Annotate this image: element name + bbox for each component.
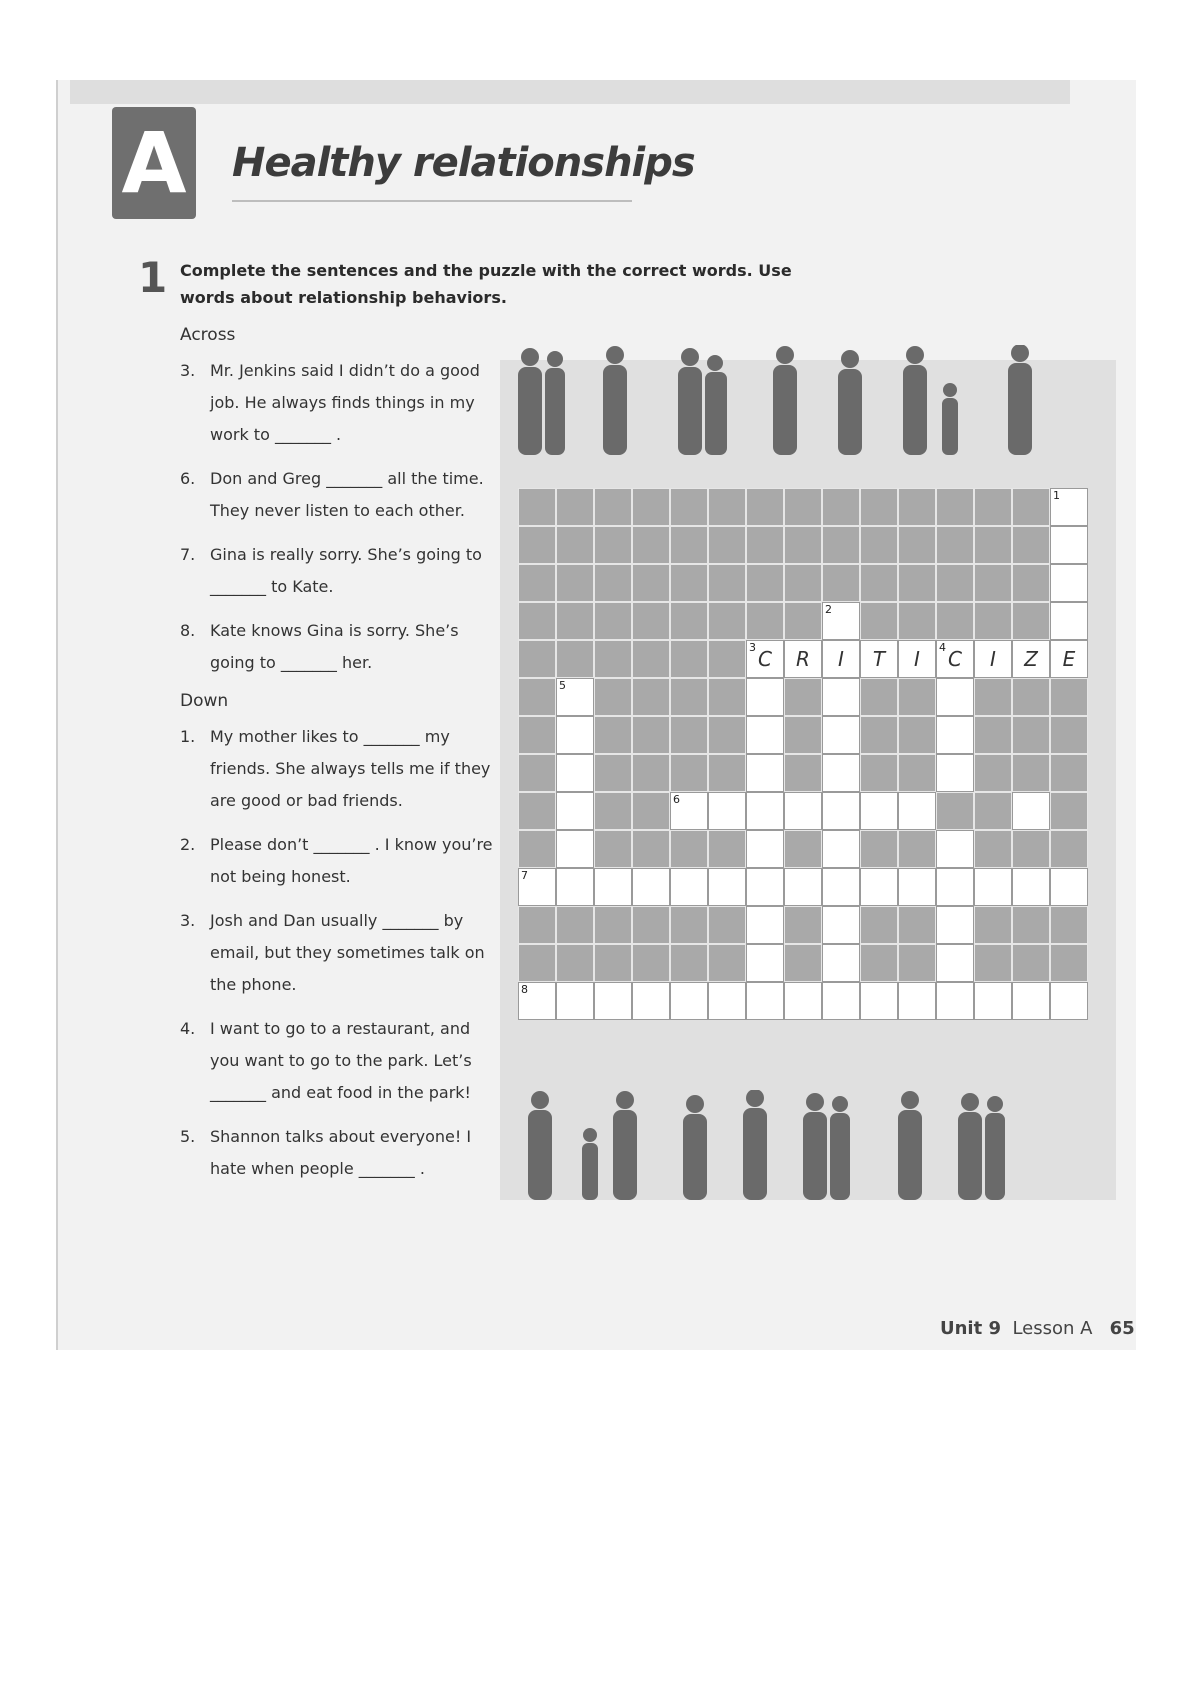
crossword-cell[interactable] xyxy=(708,792,746,830)
crossword-cell[interactable] xyxy=(1012,640,1050,678)
crossword-block xyxy=(1012,526,1050,564)
clue-text: Shannon talks about everyone! I hate when people _______ . xyxy=(210,1127,472,1178)
crossword-block xyxy=(594,754,632,792)
footer-lesson: Lesson A xyxy=(1012,1318,1093,1339)
crossword-block xyxy=(632,678,670,716)
clue-number-label: 5 xyxy=(559,679,566,692)
crossword-cell[interactable] xyxy=(1050,526,1088,564)
crossword-block xyxy=(594,602,632,640)
crossword-block xyxy=(708,830,746,868)
crossword-cell[interactable] xyxy=(860,792,898,830)
crossword-cell[interactable] xyxy=(860,640,898,678)
clue-text: Don and Greg _______ all the time. They never listen to each other. xyxy=(210,469,484,520)
answer-letter: T xyxy=(872,647,886,671)
crossword-block xyxy=(898,830,936,868)
crossword-block xyxy=(556,944,594,982)
crossword-block xyxy=(632,830,670,868)
crossword-block xyxy=(556,640,594,678)
clue-number-label: 4 xyxy=(939,641,946,654)
crossword-cell[interactable] xyxy=(822,678,860,716)
crossword-cell[interactable] xyxy=(822,944,860,982)
crossword-block xyxy=(556,526,594,564)
crossword-cell[interactable] xyxy=(556,982,594,1020)
crossword-block xyxy=(708,526,746,564)
crossword-block xyxy=(708,716,746,754)
crossword-block xyxy=(670,488,708,526)
crossword-cell[interactable] xyxy=(974,982,1012,1020)
crossword-block xyxy=(1050,830,1088,868)
top-bar xyxy=(70,80,1070,104)
crossword-cell[interactable] xyxy=(822,716,860,754)
crossword-block xyxy=(784,716,822,754)
crossword-block xyxy=(1050,716,1088,754)
crossword-block xyxy=(974,792,1012,830)
crossword-block xyxy=(670,602,708,640)
crossword-block xyxy=(898,754,936,792)
down-clue xyxy=(180,829,500,893)
down-clue xyxy=(180,1121,500,1185)
crossword-block xyxy=(556,602,594,640)
crossword-cell[interactable] xyxy=(708,982,746,1020)
crossword-cell[interactable] xyxy=(1012,792,1050,830)
crossword-cell[interactable] xyxy=(556,716,594,754)
crossword-block xyxy=(822,564,860,602)
clue-text: Please don’t _______ . I know you’re not being honest. xyxy=(210,835,493,886)
crossword-block xyxy=(632,792,670,830)
crossword-block xyxy=(784,488,822,526)
clue-number: 3. xyxy=(180,361,196,380)
crossword-block xyxy=(1050,754,1088,792)
crossword-cell[interactable] xyxy=(746,792,784,830)
crossword-cell[interactable] xyxy=(1050,602,1088,640)
crossword-cell[interactable] xyxy=(632,868,670,906)
crossword-cell[interactable] xyxy=(556,678,594,716)
crossword-block xyxy=(708,906,746,944)
crossword-cell[interactable] xyxy=(822,754,860,792)
crossword-cell[interactable] xyxy=(556,754,594,792)
crossword-cell[interactable] xyxy=(974,640,1012,678)
crossword-block xyxy=(898,526,936,564)
crossword-cell[interactable] xyxy=(746,830,784,868)
crossword-cell[interactable] xyxy=(822,868,860,906)
crossword-block xyxy=(708,640,746,678)
clue-number: 2. xyxy=(180,835,196,854)
across-clue-list xyxy=(180,355,500,679)
crossword-block xyxy=(594,488,632,526)
crossword-cell[interactable] xyxy=(936,830,974,868)
crossword-block xyxy=(632,640,670,678)
crossword-block xyxy=(860,678,898,716)
crossword-cell[interactable] xyxy=(1050,982,1088,1020)
down-clue xyxy=(180,721,500,817)
crossword-cell[interactable] xyxy=(1050,868,1088,906)
crossword-block xyxy=(936,488,974,526)
crossword-block xyxy=(974,488,1012,526)
crossword-block xyxy=(974,526,1012,564)
crossword-block xyxy=(708,754,746,792)
exercise-instructions: Complete the sentences and the puzzle with the correct words. Use words about relationship behaviors. xyxy=(180,261,792,307)
down-clue xyxy=(180,1013,500,1109)
crossword-cell[interactable] xyxy=(518,982,556,1020)
crossword-cell[interactable] xyxy=(936,982,974,1020)
clue-number: 5. xyxy=(180,1127,196,1146)
crossword-block xyxy=(594,716,632,754)
clue-text: Kate knows Gina is sorry. She’s going to _______ her. xyxy=(210,621,459,672)
people-silhouettes-top xyxy=(500,345,1116,455)
crossword-block xyxy=(670,754,708,792)
crossword-cell[interactable] xyxy=(708,868,746,906)
crossword-cell[interactable] xyxy=(898,982,936,1020)
crossword-cell[interactable] xyxy=(822,602,860,640)
crossword-cell[interactable] xyxy=(936,640,974,678)
crossword-block xyxy=(1012,488,1050,526)
crossword-cell[interactable] xyxy=(898,792,936,830)
crossword-block xyxy=(518,678,556,716)
crossword-cell[interactable] xyxy=(746,868,784,906)
crossword-cell[interactable] xyxy=(784,640,822,678)
crossword-block xyxy=(1012,564,1050,602)
crossword-block xyxy=(936,564,974,602)
clue-number: 1. xyxy=(180,727,196,746)
clue-text: I want to go to a restaurant, and you want to go to the park. Let’s _______ and eat food in the park! xyxy=(210,1019,472,1102)
answer-letter: C xyxy=(758,647,772,671)
section-letter-badge: A xyxy=(112,107,196,219)
crossword-block xyxy=(898,488,936,526)
answer-letter: I xyxy=(838,647,844,671)
crossword-block xyxy=(518,564,556,602)
crossword-block xyxy=(936,792,974,830)
across-heading: Across xyxy=(180,325,236,345)
clue-number-label: 8 xyxy=(521,983,528,996)
answer-letter: R xyxy=(796,647,810,671)
crossword-block xyxy=(594,640,632,678)
crossword-cell[interactable] xyxy=(632,982,670,1020)
clue-text: My mother likes to _______ my friends. She always tells me if they are good or bad friends. xyxy=(210,727,491,810)
crossword-block xyxy=(670,640,708,678)
footer-page-number: 65 xyxy=(1109,1318,1135,1339)
down-clue xyxy=(180,905,500,1001)
crossword-block xyxy=(632,526,670,564)
crossword-cell[interactable] xyxy=(898,868,936,906)
crossword-block xyxy=(1012,944,1050,982)
crossword-cell[interactable] xyxy=(1050,488,1088,526)
crossword-block xyxy=(974,944,1012,982)
crossword-cell[interactable] xyxy=(556,830,594,868)
crossword-cell[interactable] xyxy=(784,982,822,1020)
section-title: Healthy relationships xyxy=(232,140,695,186)
crossword-block xyxy=(518,526,556,564)
crossword-block xyxy=(708,944,746,982)
crossword-block xyxy=(784,564,822,602)
crossword-cell[interactable] xyxy=(746,754,784,792)
crossword-cell[interactable] xyxy=(670,868,708,906)
crossword-cell[interactable] xyxy=(936,906,974,944)
answer-letter: I xyxy=(990,647,996,671)
crossword-block xyxy=(936,602,974,640)
crossword-block xyxy=(822,526,860,564)
crossword-block xyxy=(518,906,556,944)
crossword-cell[interactable] xyxy=(670,792,708,830)
crossword-block xyxy=(746,602,784,640)
crossword-block xyxy=(632,944,670,982)
crossword-block xyxy=(1050,906,1088,944)
crossword-block xyxy=(784,526,822,564)
crossword-block xyxy=(594,792,632,830)
down-heading: Down xyxy=(180,691,229,711)
clue-number: 3. xyxy=(180,911,196,930)
crossword-cell[interactable] xyxy=(670,982,708,1020)
clue-text: Mr. Jenkins said I didn’t do a good job. He always finds things in my work to _______ . xyxy=(210,361,480,444)
crossword-cell[interactable] xyxy=(746,640,784,678)
crossword-cell[interactable] xyxy=(784,868,822,906)
clue-number: 4. xyxy=(180,1019,196,1038)
crossword-block xyxy=(594,564,632,602)
crossword-cell[interactable] xyxy=(746,678,784,716)
crossword-cell[interactable] xyxy=(746,982,784,1020)
across-clue xyxy=(180,355,500,451)
crossword-cell[interactable] xyxy=(1012,868,1050,906)
crossword-block xyxy=(784,678,822,716)
crossword-block xyxy=(556,564,594,602)
crossword-cell[interactable] xyxy=(860,868,898,906)
people-silhouettes-bottom xyxy=(500,1090,1116,1200)
crossword-block xyxy=(784,754,822,792)
crossword-block xyxy=(708,564,746,602)
crossword-block xyxy=(708,602,746,640)
crossword-block xyxy=(898,678,936,716)
crossword-block xyxy=(1012,830,1050,868)
crossword-block xyxy=(594,906,632,944)
crossword-cell[interactable] xyxy=(556,868,594,906)
crossword-block xyxy=(1050,678,1088,716)
crossword-block xyxy=(518,602,556,640)
crossword-block xyxy=(860,564,898,602)
crossword-block xyxy=(518,640,556,678)
crossword-cell[interactable] xyxy=(936,678,974,716)
crossword-block xyxy=(898,602,936,640)
crossword-cell[interactable] xyxy=(822,792,860,830)
clue-number-label: 3 xyxy=(749,641,756,654)
crossword-block xyxy=(974,678,1012,716)
crossword-block xyxy=(594,944,632,982)
crossword-block xyxy=(518,488,556,526)
crossword-block xyxy=(784,944,822,982)
crossword-block xyxy=(1050,944,1088,982)
crossword-block xyxy=(632,564,670,602)
crossword-cell[interactable] xyxy=(1050,640,1088,678)
crossword-cell[interactable] xyxy=(822,982,860,1020)
answer-letter: E xyxy=(1062,647,1076,671)
crossword-block xyxy=(632,488,670,526)
crossword-block xyxy=(860,944,898,982)
crossword-grid xyxy=(518,488,1088,1020)
crossword-block xyxy=(594,830,632,868)
crossword-block xyxy=(974,906,1012,944)
across-clue xyxy=(180,615,500,679)
crossword-cell[interactable] xyxy=(784,792,822,830)
crossword-cell[interactable] xyxy=(518,868,556,906)
crossword-block xyxy=(1012,716,1050,754)
crossword-block xyxy=(784,906,822,944)
crossword-cell[interactable] xyxy=(936,754,974,792)
crossword-block xyxy=(974,830,1012,868)
clue-number-label: 6 xyxy=(673,793,680,806)
crossword-cell[interactable] xyxy=(1050,564,1088,602)
crossword-block xyxy=(746,488,784,526)
crossword-block xyxy=(518,754,556,792)
crossword-block xyxy=(974,564,1012,602)
crossword-block xyxy=(518,716,556,754)
crossword-block xyxy=(594,678,632,716)
crossword-block xyxy=(860,488,898,526)
crossword-cell[interactable] xyxy=(898,640,936,678)
crossword-cell[interactable] xyxy=(594,982,632,1020)
exercise-number: 1 xyxy=(138,253,168,302)
crossword-block xyxy=(974,754,1012,792)
crossword-block xyxy=(632,754,670,792)
crossword-block xyxy=(670,944,708,982)
crossword-block xyxy=(1050,792,1088,830)
crossword-block xyxy=(1012,754,1050,792)
title-rule xyxy=(232,200,632,202)
down-clue-list xyxy=(180,721,500,1185)
crossword-cell[interactable] xyxy=(822,906,860,944)
crossword-cell[interactable] xyxy=(936,716,974,754)
across-clue xyxy=(180,463,500,527)
crossword-block xyxy=(860,830,898,868)
crossword-block xyxy=(708,678,746,716)
crossword-block xyxy=(632,906,670,944)
answer-letter: Z xyxy=(1024,647,1038,671)
crossword-cell[interactable] xyxy=(746,944,784,982)
crossword-block xyxy=(670,678,708,716)
crossword-cell[interactable] xyxy=(594,868,632,906)
crossword-cell[interactable] xyxy=(556,792,594,830)
crossword-block xyxy=(670,526,708,564)
crossword-block xyxy=(746,564,784,602)
crossword-block xyxy=(632,716,670,754)
crossword-block xyxy=(518,944,556,982)
crossword-block xyxy=(670,906,708,944)
crossword-block xyxy=(556,488,594,526)
clue-text: Gina is really sorry. She’s going to _______ to Kate. xyxy=(210,545,482,596)
answer-letter: I xyxy=(914,647,920,671)
crossword-cell[interactable] xyxy=(974,868,1012,906)
clues-column xyxy=(180,325,500,1197)
crossword-block xyxy=(670,564,708,602)
crossword-cell[interactable] xyxy=(822,640,860,678)
clue-number-label: 7 xyxy=(521,869,528,882)
crossword-block xyxy=(860,716,898,754)
crossword-block xyxy=(1012,602,1050,640)
crossword-block xyxy=(1012,906,1050,944)
crossword-block xyxy=(670,716,708,754)
crossword-block xyxy=(784,602,822,640)
crossword-block xyxy=(974,602,1012,640)
crossword-block xyxy=(860,602,898,640)
crossword-cell[interactable] xyxy=(936,868,974,906)
crossword-cell[interactable] xyxy=(936,944,974,982)
crossword-block xyxy=(898,564,936,602)
crossword-cell[interactable] xyxy=(746,716,784,754)
crossword-cell[interactable] xyxy=(822,830,860,868)
crossword-block xyxy=(898,906,936,944)
crossword-block xyxy=(556,906,594,944)
crossword-block xyxy=(784,830,822,868)
answer-letter: C xyxy=(948,647,962,671)
crossword-block xyxy=(1012,678,1050,716)
crossword-block xyxy=(594,526,632,564)
crossword-block xyxy=(670,830,708,868)
crossword-cell[interactable] xyxy=(1012,982,1050,1020)
crossword-block xyxy=(860,526,898,564)
clue-number: 6. xyxy=(180,469,196,488)
clue-text: Josh and Dan usually _______ by email, but they sometimes talk on the phone. xyxy=(210,911,485,994)
clue-number: 8. xyxy=(180,621,196,640)
crossword-cell[interactable] xyxy=(860,982,898,1020)
across-clue xyxy=(180,539,500,603)
crossword-block xyxy=(936,526,974,564)
crossword-block xyxy=(518,792,556,830)
page-footer xyxy=(940,1318,1135,1339)
crossword-cell[interactable] xyxy=(746,906,784,944)
crossword-block xyxy=(898,716,936,754)
crossword-block xyxy=(898,944,936,982)
crossword-block xyxy=(746,526,784,564)
page-margin-line xyxy=(56,80,58,1350)
crossword-block xyxy=(860,754,898,792)
crossword-block xyxy=(822,488,860,526)
crossword-block xyxy=(518,830,556,868)
clue-number: 7. xyxy=(180,545,196,564)
crossword-block xyxy=(974,716,1012,754)
footer-unit: Unit 9 xyxy=(940,1318,1001,1339)
clue-number-label: 2 xyxy=(825,603,832,616)
crossword-block xyxy=(860,906,898,944)
clue-number-label: 1 xyxy=(1053,489,1060,502)
crossword-block xyxy=(632,602,670,640)
crossword-block xyxy=(708,488,746,526)
